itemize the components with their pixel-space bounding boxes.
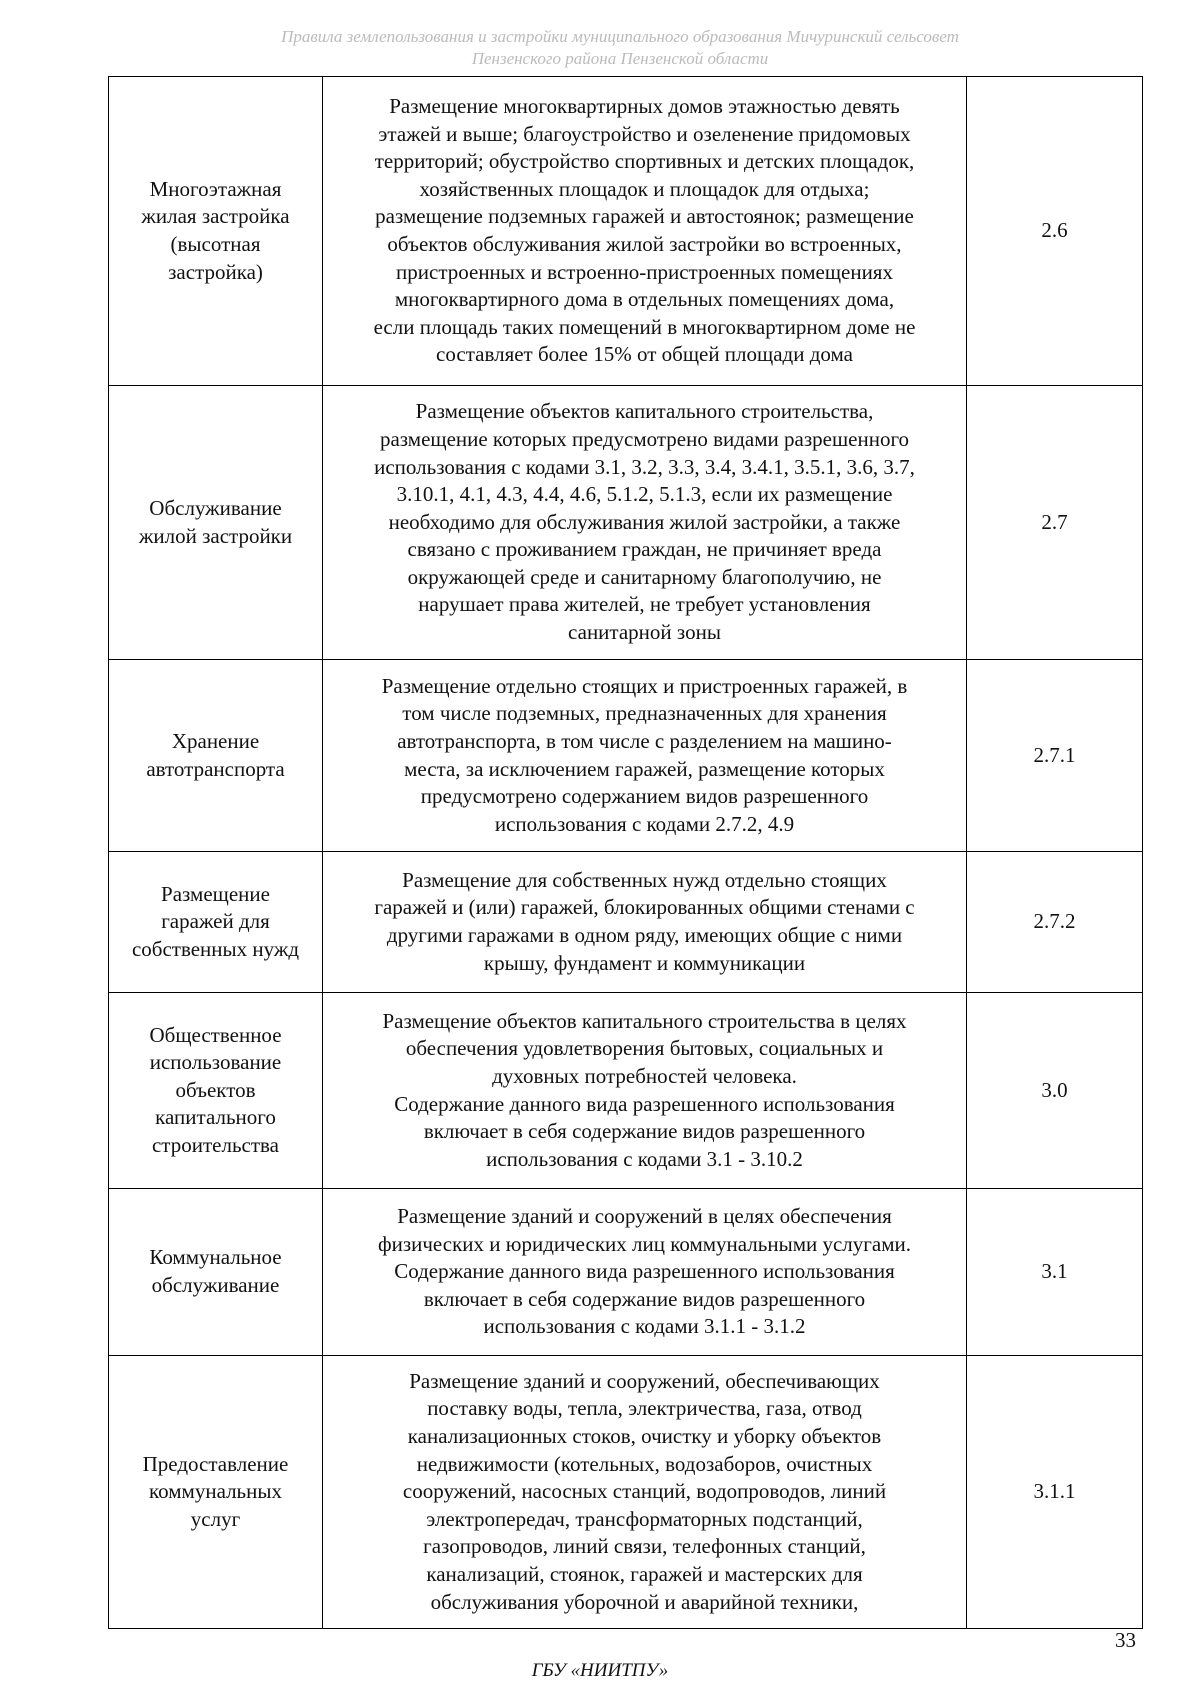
land-use-description-line: включает в себя содержание видов разрешенного	[423, 1286, 866, 1311]
land-use-description-line: физических и юридических лиц коммунальными услугами.	[377, 1231, 911, 1256]
land-use-code-cell: 3.0	[967, 993, 1143, 1189]
land-use-table-body	[109, 77, 1143, 1629]
land-use-name-line: использование	[149, 1050, 282, 1075]
land-use-name-line: Многоэтажная	[149, 176, 282, 201]
land-use-name-line: объектов	[175, 1077, 256, 1102]
land-use-code-cell: 2.7.2	[967, 852, 1143, 993]
land-use-description-line: обеспечения удовлетворения бытовых, социальных и	[405, 1036, 884, 1061]
land-use-description-line: места, за исключением гаражей, размещение которых	[404, 756, 885, 781]
footer-organization: ГБУ «НИИТПУ»	[531, 1660, 669, 1681]
land-use-name-cell	[109, 1356, 323, 1629]
land-use-name-line: строительства	[151, 1132, 279, 1157]
land-use-name-line: обслуживание	[151, 1273, 280, 1297]
land-use-name-line: капитального	[155, 1105, 276, 1130]
land-use-description-line: Размещение объектов капитального строительства,	[415, 399, 874, 424]
land-use-name-cell	[109, 660, 323, 852]
land-use-description-line: Размещение многоквартирных домов этажностью девять	[389, 94, 900, 119]
land-use-description-line: территорий; обустройство спортивных и детских площадок,	[374, 149, 915, 174]
land-use-description-line: Содержание данного вида разрешенного использования	[394, 1091, 895, 1116]
land-use-description-line: использования с кодами 3.1 - 3.10.2	[486, 1146, 803, 1171]
table-row	[109, 993, 1143, 1189]
land-use-description-line: духовных потребностей человека.	[492, 1063, 797, 1088]
land-use-description-cell	[323, 77, 967, 386]
land-use-description-line: газопроводов, линий связи, телефонных станций,	[423, 1534, 866, 1559]
land-use-description-line: сооружений, насосных станций, водопроводов, линий	[402, 1479, 887, 1504]
land-use-description-line: размещение подземных гаражей и автостоянок; размещение	[375, 204, 914, 229]
land-use-description-line: многоквартирного дома в отдельных помещениях дома,	[394, 287, 895, 312]
land-use-description-line: обслуживания уборочной и аварийной техники,	[430, 1589, 859, 1614]
land-use-description-line: составляет более 15% от общей площади дома	[436, 342, 853, 367]
land-use-description-cell	[323, 660, 967, 852]
land-use-description-line: нарушает права жителей, не требует установления	[418, 592, 871, 617]
land-use-description-line: этажей и выше; благоустройство и озеленение придомовых	[378, 121, 911, 146]
land-use-name-line: коммунальных	[149, 1479, 282, 1504]
table-row	[109, 852, 1143, 993]
running-header-line-2: Пензенского района Пензенской области	[471, 49, 769, 68]
land-use-name-line: собственных нужд	[131, 936, 300, 961]
land-use-description-cell	[323, 993, 967, 1189]
land-use-code-cell: 2.7.1	[967, 660, 1143, 852]
running-header	[120, 26, 1120, 70]
land-use-name-cell	[109, 1189, 323, 1356]
land-use-description-line: использования с кодами 3.1, 3.2, 3.3, 3.4, 3.4.1, 3.5.1, 3.6, 3.7,	[374, 454, 915, 479]
land-use-description-line: Содержание данного вида разрешенного использования	[394, 1259, 895, 1284]
land-use-name-line: (высотная	[170, 232, 261, 256]
page-number: 33	[1115, 1628, 1136, 1652]
land-use-description-line: необходимо для обслуживания жилой застройки, а также	[388, 509, 901, 534]
land-use-name-cell	[109, 993, 323, 1189]
land-use-description-line: Размещение объектов капитального строительства в целях	[382, 1008, 907, 1033]
land-use-description-line: автотранспорта, в том числе с разделением на машино-	[397, 728, 892, 753]
land-use-description-line: канализаций, стоянок, гаражей и мастерских для	[426, 1561, 863, 1586]
land-use-name-cell	[109, 386, 323, 660]
land-use-description-line: включает в себя содержание видов разрешенного	[423, 1119, 866, 1144]
land-use-description-cell	[323, 852, 967, 993]
table-row	[109, 77, 1143, 386]
land-use-description-line: размещение которых предусмотрено видами разрешенного	[379, 426, 910, 451]
land-use-code-cell: 2.6	[967, 77, 1143, 386]
table-row	[109, 386, 1143, 660]
land-use-description-line: Размещение для собственных нужд отдельно стоящих	[402, 867, 887, 892]
land-use-name-line: Хранение	[171, 728, 260, 753]
land-use-description-line: том числе подземных, предназначенных для хранения	[402, 701, 887, 726]
land-use-name-line: Предоставление	[142, 1451, 289, 1476]
land-use-description-line: объектов обслуживания жилой застройки во встроенных,	[387, 232, 902, 256]
land-use-code-cell: 3.1	[967, 1189, 1143, 1356]
land-use-name-line: жилая застройка	[141, 204, 290, 229]
land-use-description-line: предусмотрено содержанием видов разрешенного	[420, 784, 869, 809]
land-use-description-cell	[323, 386, 967, 660]
land-use-description-line: использования с кодами 2.7.2, 4.9	[494, 811, 795, 836]
running-header-line-1: Правила землепользования и застройки муниципального образования Мичуринский сельсовет	[281, 27, 959, 46]
land-use-description-line: хозяйственных площадок и площадок для отдыха;	[419, 176, 870, 201]
table-row	[109, 1189, 1143, 1356]
land-use-description-line: крышу, фундамент и коммуникации	[483, 950, 806, 975]
land-use-description-line: если площадь таких помещений в многоквартирном доме не	[373, 314, 916, 339]
land-use-name-line: автотранспорта	[146, 756, 285, 781]
land-use-description-cell	[323, 1356, 967, 1629]
land-use-name-line: жилой застройки	[138, 523, 293, 548]
land-use-code-cell: 2.7	[967, 386, 1143, 660]
land-use-description-line: 3.10.1, 4.1, 4.3, 4.4, 4.6, 5.1.2, 5.1.3, если их размещение	[396, 482, 893, 507]
land-use-description-line: гаражей и (или) гаражей, блокированных общими стенами с	[374, 895, 915, 920]
land-use-description-cell	[323, 1189, 967, 1356]
land-use-description-line: пристроенных и встроенно-пристроенных помещениях	[396, 259, 893, 284]
land-use-description-line: связано с проживанием граждан, не причиняет вреда	[407, 537, 882, 562]
land-use-name-line: Размещение	[161, 881, 270, 906]
land-use-name-line: Коммунальное	[149, 1245, 282, 1270]
land-use-description-line: использования с кодами 3.1.1 - 3.1.2	[483, 1314, 806, 1339]
land-use-description-line: Размещение зданий и сооружений в целях обеспечения	[397, 1204, 892, 1229]
land-use-name-line: Обслуживание	[149, 495, 282, 520]
table-row	[109, 660, 1143, 852]
land-use-description-line: окружающей среде и санитарному благополучию, не	[407, 564, 882, 589]
land-use-name-cell	[109, 852, 323, 993]
land-use-table	[108, 76, 1143, 1629]
table-row	[109, 1356, 1143, 1629]
land-use-description-line: санитарной зоны	[568, 620, 721, 645]
land-use-description-line: канализационных стоков, очистку и уборку объектов	[407, 1424, 882, 1449]
land-use-description-line: электропередач, трансформаторных подстанций,	[426, 1506, 863, 1531]
land-use-description-line: Размещение отдельно стоящих и пристроенных гаражей, в	[381, 673, 908, 698]
land-use-code-cell: 3.1.1	[967, 1356, 1143, 1629]
land-use-name-line: Общественное	[149, 1022, 282, 1047]
land-use-name-line: услуг	[190, 1506, 241, 1531]
land-use-name-line: застройка)	[168, 259, 263, 284]
land-use-name-cell	[109, 77, 323, 386]
land-use-description-line: Размещение зданий и сооружений, обеспечивающих	[409, 1368, 880, 1393]
land-use-description-line: поставку воды, тепла, электричества, газа, отвод	[427, 1396, 862, 1421]
land-use-description-line: недвижимости (котельных, водозаборов, очистных	[416, 1451, 873, 1476]
land-use-description-line: другими гаражами в одном ряду, имеющих общие с ними	[386, 923, 903, 947]
land-use-name-line: гаражей для	[161, 909, 270, 934]
